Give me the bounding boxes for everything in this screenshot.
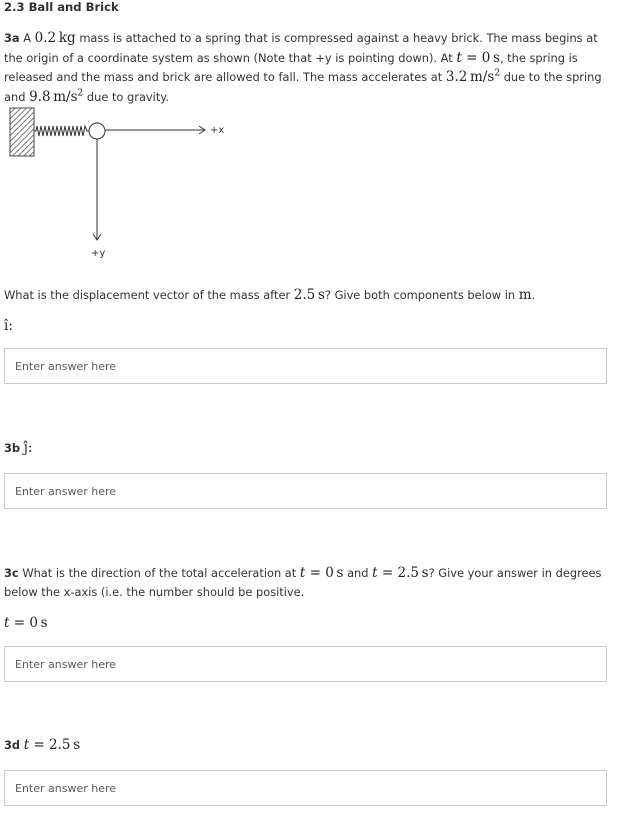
intro-text-1: A <box>23 31 32 45</box>
question-3a-intro <box>4 29 616 107</box>
displacement-question: What is the displacement vector of the mass after 2.5 s? Give both components below in m. <box>4 287 536 303</box>
mass-ball <box>89 123 105 139</box>
intro-text-2: mass is attached to a spring that is compressed against a heavy brick. The mass begins at the origin of a coordinate system as shown (Note that +y is pointing down). At <box>4 31 598 65</box>
mass-value: 0.2 kg <box>34 30 76 46</box>
question-3a-label: 3a <box>4 31 20 45</box>
answer-3b-input[interactable] <box>4 473 607 509</box>
question-3c-subtime: t = 0 s <box>4 615 48 631</box>
release-time: t = 0 s <box>456 49 500 66</box>
question-3d: 3d t = 2.5 s <box>4 737 81 753</box>
spring-acceleration: 3.2 $m/s^2$ <box>445 68 501 85</box>
brick <box>10 108 34 156</box>
intro-text-4: due to the spring and <box>4 70 602 104</box>
spring-mass-diagram <box>0 100 240 265</box>
intro-text-5: due to gravity. <box>86 89 170 104</box>
gravity-acceleration: 9.8 $m/s^2$ <box>29 88 84 105</box>
section-title: 2.3 Ball and Brick <box>4 0 119 14</box>
answer-3c-input[interactable] <box>4 646 607 682</box>
spring <box>34 126 89 136</box>
answer-3d-input[interactable] <box>4 770 607 806</box>
question-3c: 3c What is the direction of the total acceleration at t = 0 s and t = 2.5 s? Give your answer in degrees below the x-axis (i.e. the number should be positive. <box>4 565 602 599</box>
question-3b: 3b ĵ: <box>4 440 33 456</box>
i-hat-label: î: <box>4 318 13 334</box>
x-axis-label: +x <box>210 125 225 136</box>
answer-3a-input[interactable] <box>4 348 607 384</box>
y-axis-label: +y <box>91 248 106 259</box>
intro-text-3: , the spring is released and the mass and brick are allowed to fall. The mass accelerates at <box>4 50 578 84</box>
